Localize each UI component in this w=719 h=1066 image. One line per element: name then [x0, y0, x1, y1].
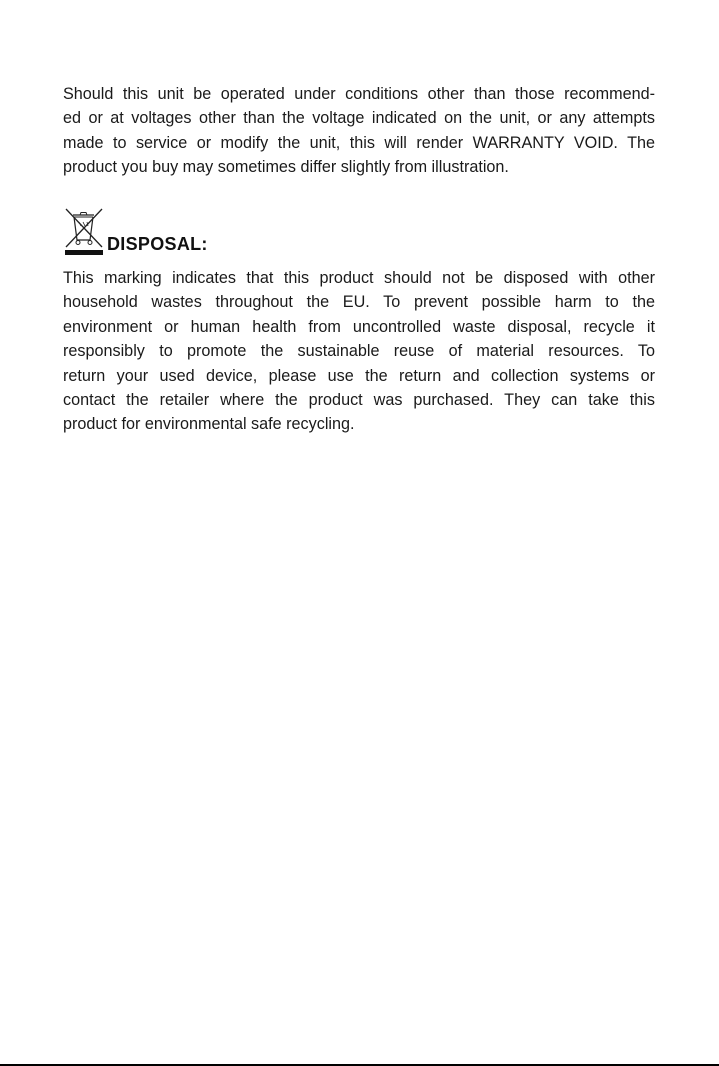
- disposal-line: contact the retailer where the product was purchased. They can take this: [63, 390, 655, 409]
- warranty-line: made to service or modify the unit, this will render WARRANTY VOID. The: [63, 133, 655, 152]
- disposal-line: product for environmental safe recycling.: [63, 415, 355, 434]
- crossed-out-wheelie-bin-icon: [63, 206, 105, 256]
- disposal-line: return your used device, please use the return and collection systems or: [63, 366, 655, 385]
- warranty-line: product you buy may sometimes differ slightly from illustration.: [63, 158, 509, 177]
- disposal-line: household wastes throughout the EU. To prevent possible harm to the: [63, 293, 655, 312]
- warranty-line: ed or at voltages other than the voltage indicated on the unit, or any attempts: [63, 109, 655, 128]
- warranty-line: Should this unit be operated under conditions other than those recommend-: [63, 85, 655, 103]
- disposal-title: DISPOSAL:: [107, 234, 208, 254]
- warranty-paragraph: [63, 82, 655, 180]
- disposal-line: responsibly to promote the sustainable reuse of material resources. To: [63, 342, 655, 361]
- disposal-line: This marking indicates that this product should not be disposed with other: [63, 269, 655, 287]
- disposal-line: environment or human health from uncontrolled waste disposal, recycle it: [63, 317, 655, 336]
- disposal-paragraph: [63, 266, 655, 437]
- disposal-heading: [63, 206, 363, 256]
